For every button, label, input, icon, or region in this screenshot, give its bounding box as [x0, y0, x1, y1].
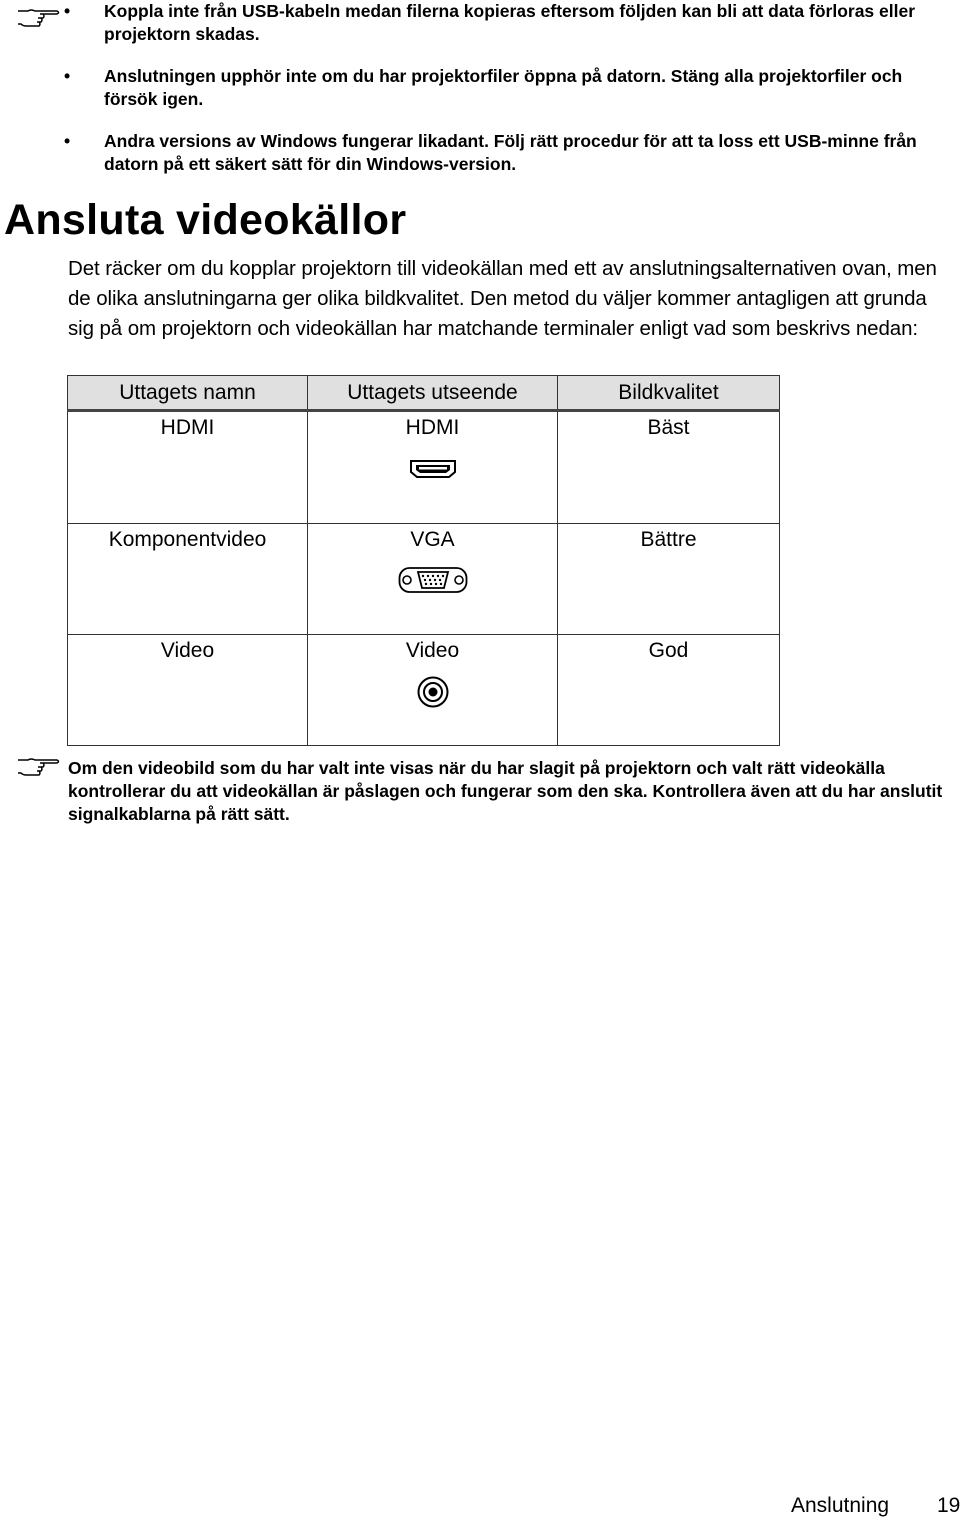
connector-table [67, 375, 780, 746]
bullet-icon: • [64, 66, 71, 86]
image-quality: Bäst [647, 416, 690, 439]
column-header: Uttagets namn [68, 376, 308, 411]
table-row [68, 524, 780, 635]
bullet-icon: • [64, 131, 71, 151]
image-quality: Bättre [640, 528, 697, 551]
note-hand-icon [16, 755, 62, 779]
note-text: Om den videobild som du har valt inte visas när du har slagit på projektorn och valt rätt videokälla kontrollerar du att videokällan är påslagen och fungerar som den ska. Kontrollera även att du har anslutit signalkablarna på rätt sätt. [68, 758, 943, 824]
table-row [68, 411, 780, 524]
terminal-appearance: HDMI [405, 416, 460, 439]
tip-item [62, 0, 942, 46]
table-header-row [68, 376, 780, 411]
footer-section-label: Anslutning [791, 1494, 890, 1517]
table-cell [558, 635, 780, 746]
tip-item [62, 130, 942, 176]
pointing-hand-icon [16, 6, 62, 30]
hdmi-port-icon [409, 458, 457, 480]
image-quality: God [648, 639, 689, 662]
table-cell [68, 411, 308, 524]
terminal-name: Komponentvideo [108, 528, 267, 551]
tip-text: Anslutningen upphör inte om du har projektorfiler öppna på datorn. Stäng alla projektorfiler och försök igen. [104, 66, 903, 109]
table-cell [308, 524, 558, 635]
tip-text: Koppla inte från USB-kabeln medan filerna kopieras eftersom följden kan bli att data förloras eller projektorn skadas. [104, 1, 916, 44]
table-cell [558, 411, 780, 524]
page-number: 19 [937, 1494, 960, 1517]
table-cell [68, 635, 308, 746]
table-cell [68, 524, 308, 635]
tip-item [62, 65, 942, 111]
table-row [68, 635, 780, 746]
section-intro: Det räcker om du kopplar projektorn till videokällan med ett av anslutningsalternativen ovan, men de olika anslutningarna ger olika bildkvalitet. Den metod du väljer kommer antagligen att grunda sig på om projektorn och videokällan har matchande terminaler enligt vad som beskrivs nedan: [68, 257, 937, 340]
tip-text: Andra versions av Windows fungerar likadant. Följ rätt procedur för att ta loss ett USB-minne från datorn på ett säkert sätt för din Windows-version. [104, 131, 917, 174]
terminal-name: HDMI [160, 416, 215, 439]
bullet-icon: • [64, 1, 71, 21]
terminal-appearance: VGA [410, 528, 455, 551]
terminal-appearance: Video [405, 639, 460, 662]
table-cell [308, 411, 558, 524]
terminal-name: Video [160, 639, 215, 662]
vga-port-icon [398, 566, 468, 594]
section-title: Ansluta videokällor [4, 196, 407, 244]
table-cell [308, 635, 558, 746]
tip-list [62, 0, 942, 195]
column-header: Bildkvalitet [558, 376, 780, 411]
table-cell [558, 524, 780, 635]
rca-video-port-icon [416, 675, 450, 709]
column-header: Uttagets utseende [308, 376, 558, 411]
